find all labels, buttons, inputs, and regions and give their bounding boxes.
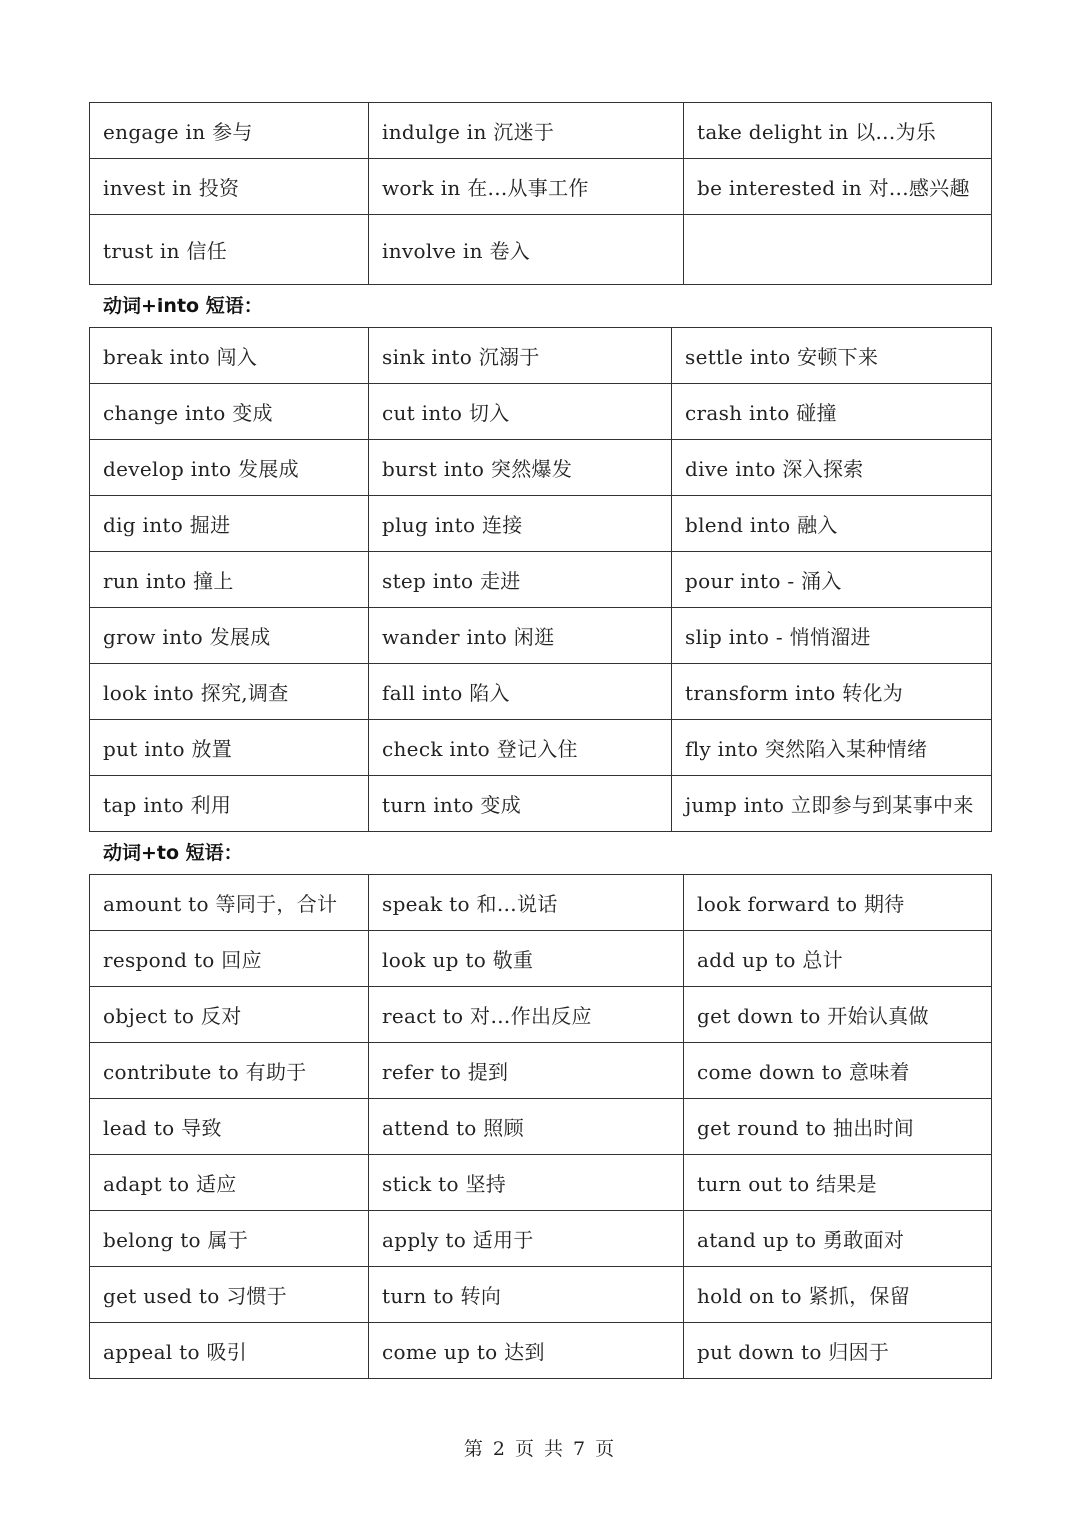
table-cell: adapt to 适应 [90,1155,369,1211]
table-cell: fly into 突然陷入某种情绪 [672,720,992,776]
table-row [90,384,992,440]
table-cell: engage in 参与 [90,103,369,159]
table-cell: react to 对…作出反应 [369,987,684,1043]
table-cell: pour into - 涌入 [672,552,992,608]
table-cell: indulge in 沉迷于 [369,103,684,159]
table-cell: get round to 抽出时间 [684,1099,992,1155]
table-cell: turn to 转向 [369,1267,684,1323]
table-row [90,215,992,285]
table-row [90,1099,992,1155]
table-cell: slip into - 悄悄溜进 [672,608,992,664]
table-cell: break into 闯入 [90,328,369,384]
table-row [90,1155,992,1211]
table-cell: look up to 敬重 [369,931,684,987]
table-cell: put into 放置 [90,720,369,776]
in-phrases-table [89,102,992,285]
table-cell: come up to 达到 [369,1323,684,1379]
table-cell: come down to 意味着 [684,1043,992,1099]
table-row [90,1211,992,1267]
table-cell: transform into 转化为 [672,664,992,720]
document-page [89,102,991,1379]
table-row [90,1043,992,1099]
table-cell: get used to 习惯于 [90,1267,369,1323]
to-phrases-table [89,874,992,1379]
table-cell: work in 在...从事工作 [369,159,684,215]
table-row [90,328,992,384]
table-cell: object to 反对 [90,987,369,1043]
table-cell: jump into 立即参与到某事中来 [672,776,992,832]
table-cell: be interested in 对...感兴趣 [684,159,992,215]
table-cell: contribute to 有助于 [90,1043,369,1099]
table-cell: run into 撞上 [90,552,369,608]
table-cell: wander into 闲逛 [369,608,672,664]
table-cell: fall into 陷入 [369,664,672,720]
into-section-heading: 动词+into 短语： [103,295,263,317]
table-cell: take delight in 以...为乐 [684,103,992,159]
table-cell: dive into 深入探索 [672,440,992,496]
table-cell: stick to 坚持 [369,1155,684,1211]
table-cell: invest in 投资 [90,159,369,215]
table-cell: put down to 归因于 [684,1323,992,1379]
table-cell: amount to 等同于，合计 [90,875,369,931]
table-cell: belong to 属于 [90,1211,369,1267]
table-cell: develop into 发展成 [90,440,369,496]
table-cell: blend into 融入 [672,496,992,552]
table-row [90,103,992,159]
table-cell: apply to 适用于 [369,1211,684,1267]
table-cell: step into 走进 [369,552,672,608]
table-row [90,664,992,720]
table-cell: atand up to 勇敢面对 [684,1211,992,1267]
table-cell: turn into 变成 [369,776,672,832]
table-row [90,720,992,776]
table-cell: speak to 和…说话 [369,875,684,931]
table-cell: sink into 沉溺于 [369,328,672,384]
table-cell: burst into 突然爆发 [369,440,672,496]
table-cell: get down to 开始认真做 [684,987,992,1043]
table-row [90,875,992,931]
table-row [90,552,992,608]
table-cell: respond to 回应 [90,931,369,987]
table-cell: turn out to 结果是 [684,1155,992,1211]
table-cell: crash into 碰撞 [672,384,992,440]
table-cell: add up to 总计 [684,931,992,987]
table-row [90,931,992,987]
table-row [90,159,992,215]
table-cell: lead to 导致 [90,1099,369,1155]
table-cell: involve in 卷入 [369,215,684,285]
table-row [90,1323,992,1379]
table-cell: check into 登记入住 [369,720,672,776]
table-cell [684,215,992,285]
table-cell: trust in 信任 [90,215,369,285]
table-cell: dig into 掘进 [90,496,369,552]
table-cell: look into 探究,调查 [90,664,369,720]
table-cell: tap into 利用 [90,776,369,832]
table-cell: settle into 安顿下来 [672,328,992,384]
table-row [90,496,992,552]
table-row [90,987,992,1043]
table-row [90,608,992,664]
table-row [90,440,992,496]
table-cell: change into 变成 [90,384,369,440]
table-row [90,1267,992,1323]
table-cell: grow into 发展成 [90,608,369,664]
table-cell: cut into 切入 [369,384,672,440]
to-section-heading: 动词+to 短语： [103,842,243,864]
table-cell: plug into 连接 [369,496,672,552]
into-phrases-table [89,327,992,832]
table-cell: attend to 照顾 [369,1099,684,1155]
table-row [90,776,992,832]
table-cell: hold on to 紧抓，保留 [684,1267,992,1323]
table-cell: look forward to 期待 [684,875,992,931]
table-cell: refer to 提到 [369,1043,684,1099]
table-cell: appeal to 吸引 [90,1323,369,1379]
page-number-footer: 第 2 页 共 7 页 [463,1438,617,1460]
